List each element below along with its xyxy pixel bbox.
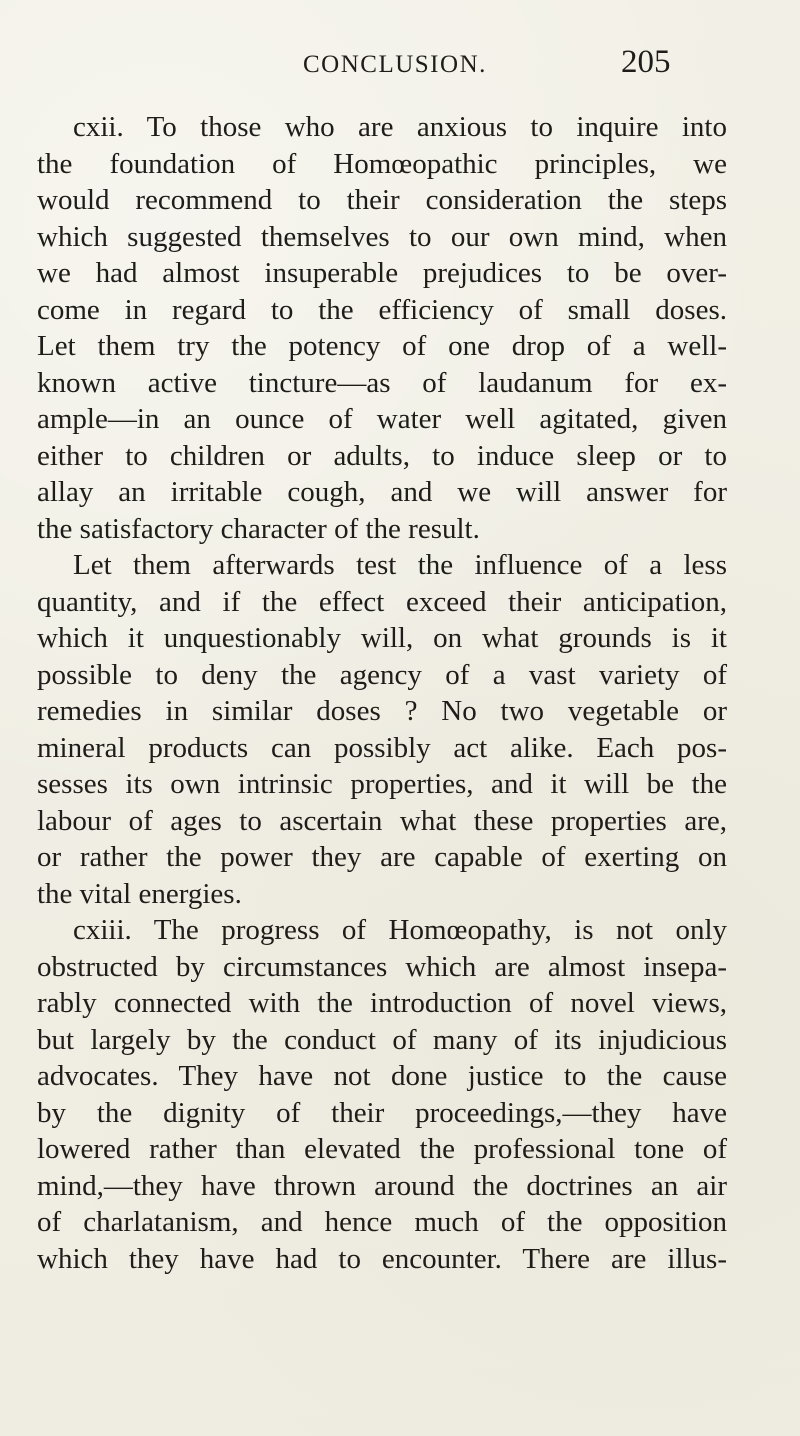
text-line: known active tincture—as of laudanum for ex- [37, 366, 727, 399]
text-line: ample—in an ounce of water well agitated, given [37, 403, 727, 435]
text-line: but largely by the conduct of many of its injudicious [37, 1023, 727, 1056]
text-line: advocates. They have not done justice to the cause [37, 1060, 727, 1092]
text-line: which it unquestionably will, on what grounds is it [37, 622, 727, 654]
text-line: which suggested themselves to our own mind, when [37, 220, 727, 253]
text-line: possible to deny the agency of a vast variety of [37, 658, 727, 691]
text-line: remedies in similar doses ? No two vegetable or [37, 695, 727, 727]
text-line: mind,—they have thrown around the doctrines an air [37, 1169, 727, 1202]
text-line: by the dignity of their proceedings,—they have [37, 1096, 727, 1129]
text-line: the foundation of Homœopathic principles, we [37, 147, 727, 180]
text-line: obstructed by circumstances which are almost insepa- [37, 950, 727, 983]
text-line: the vital energies. [37, 877, 242, 910]
text-line: sesses its own intrinsic properties, and it will be the [37, 768, 727, 800]
text-line: lowered rather than elevated the professional tone of [37, 1133, 727, 1165]
text-line: we had almost insuperable prejudices to be over- [37, 257, 727, 289]
text-line: labour of ages to ascertain what these properties are, [37, 804, 727, 837]
text-line: quantity, and if the effect exceed their anticipation, [37, 585, 727, 618]
text-line: allay an irritable cough, and we will answer for [37, 476, 727, 508]
text-line: would recommend to their consideration the steps [37, 184, 727, 216]
text-line: or rather the power they are capable of exerting on [37, 841, 727, 873]
text-line: the satisfactory character of the result. [37, 512, 480, 545]
text-line: either to children or adults, to induce sleep or to [37, 439, 727, 472]
running-title: CONCLUSION. [303, 51, 487, 78]
text-line: cxii. To those who are anxious to inquire into [73, 111, 727, 143]
body-text [37, 109, 727, 1277]
text-line: which they have had to encounter. There are illus- [37, 1242, 727, 1275]
page-number: 205 [621, 44, 671, 80]
text-line: of charlatanism, and hence much of the opposition [37, 1206, 727, 1238]
text-line: come in regard to the efficiency of small doses. [37, 293, 727, 326]
text-line: Let them afterwards test the influence of a less [73, 549, 727, 581]
text-line: Let them try the potency of one drop of a well- [37, 330, 727, 362]
text-line: rably connected with the introduction of novel views, [37, 987, 727, 1019]
text-line: mineral products can possibly act alike. Each pos- [37, 731, 727, 764]
text-line: cxiii. The progress of Homœopathy, is not only [73, 914, 727, 946]
